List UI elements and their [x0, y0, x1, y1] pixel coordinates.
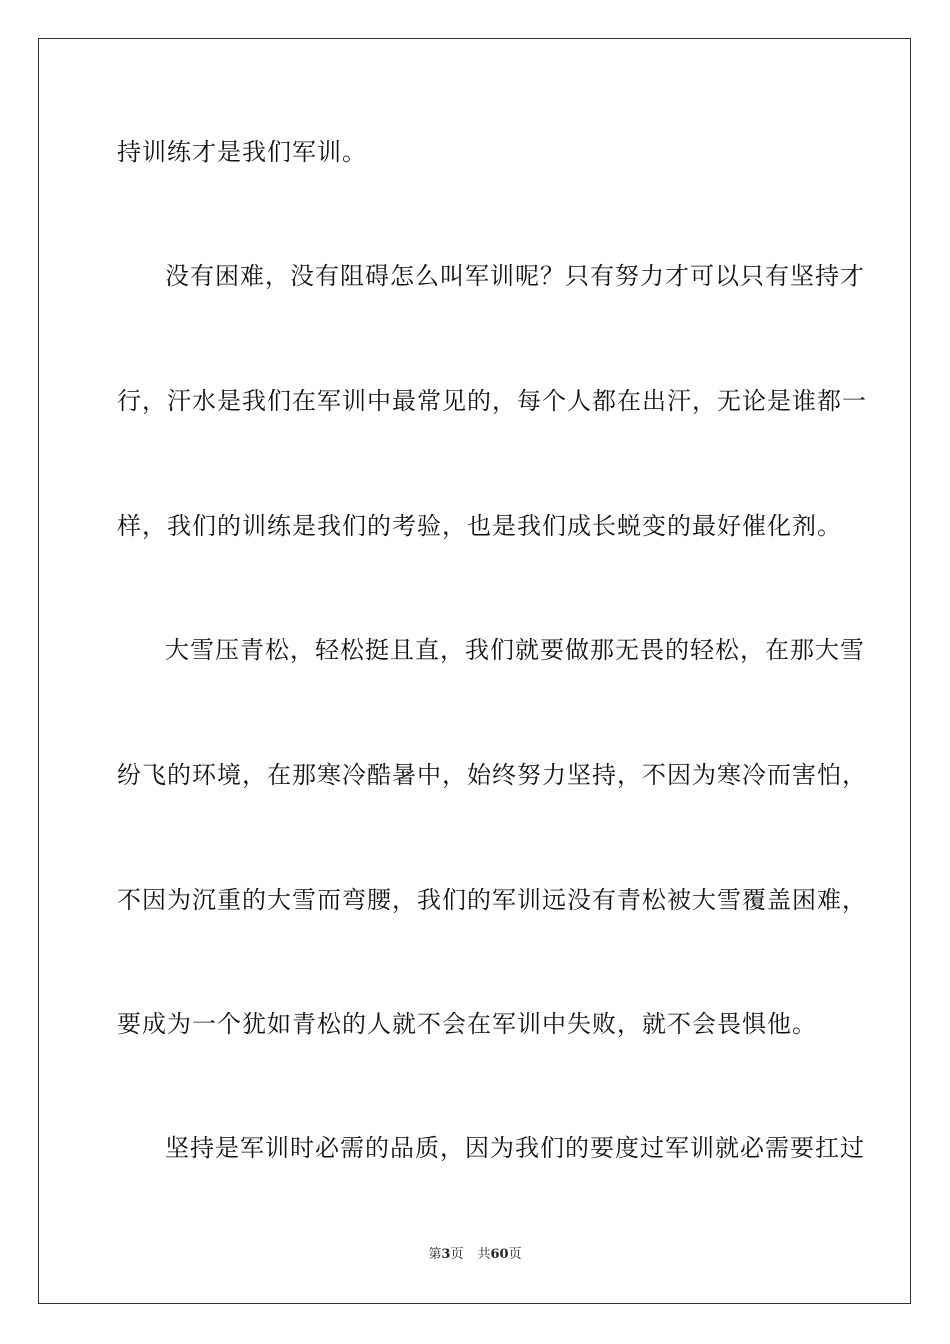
page-number: 3 [441, 1247, 451, 1262]
text-line-9: 坚持是军训时必需的品质，因为我们的要度过军训就必需要扛过 [165, 1134, 865, 1162]
text-line-1: 持训练才是我们军训。 [117, 138, 367, 166]
text-line-3: 行，汗水是我们在军训中最常见的，每个人都在出汗，无论是谁都一 [117, 387, 867, 415]
total-pages: 60 [490, 1247, 509, 1262]
text-line-5: 大雪压青松，轻松挺且直，我们就要做那无畏的轻松，在那大雪 [165, 636, 865, 664]
total-prefix: 共 [477, 1247, 491, 1262]
text-line-2: 没有困难，没有阻碍怎么叫军训呢？只有努力才可以只有坚持才 [165, 262, 865, 290]
page-border [38, 38, 911, 1304]
text-line-8: 要成为一个犹如青松的人就不会在军训中失败，就不会畏惧他。 [117, 1010, 817, 1038]
text-line-4: 样，我们的训练是我们的考验，也是我们成长蜕变的最好催化剂。 [117, 512, 842, 540]
page-suffix: 页 [450, 1247, 464, 1262]
page-prefix: 第 [428, 1247, 442, 1262]
text-line-7: 不因为沉重的大雪而弯腰，我们的军训远没有青松被大雪覆盖困难， [117, 886, 867, 914]
page-footer [0, 1247, 950, 1263]
total-suffix: 页 [508, 1247, 522, 1262]
text-line-6: 纷飞的环境，在那寒冷酷暑中，始终努力坚持，不因为寒冷而害怕， [117, 761, 867, 789]
